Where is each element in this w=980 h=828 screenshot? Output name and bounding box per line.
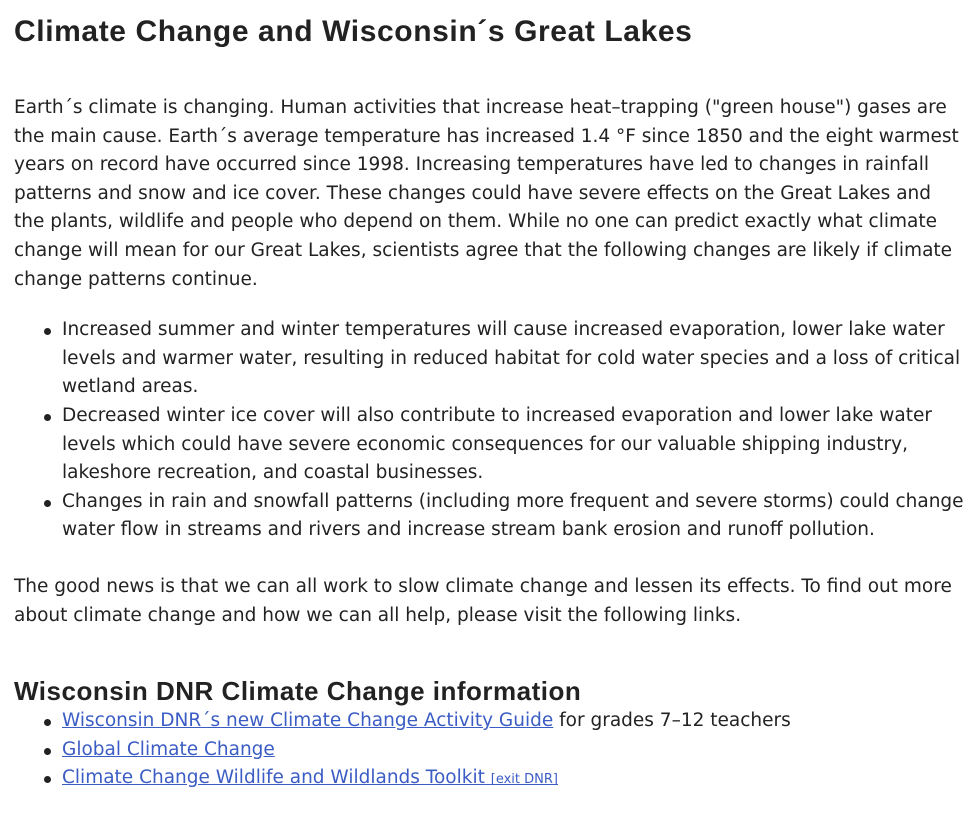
link-item [14,736,966,765]
bullet-icon [44,776,51,783]
exit-dnr-label: [exit DNR] [490,772,558,788]
bullet-icon [44,328,51,335]
effect-text: Increased summer and winter temperatures will cause increased evaporation, lower lake water levels and warmer water, resulting in reduced habitat for cold water species and a loss of critical wetland areas. [62,319,961,398]
closing-paragraph: The good news is that we can all work to slow climate change and lessen its effects. To find out more about climate change and how we can all help, please visit the following links. [14,575,952,626]
bullet-icon [44,414,51,421]
bullet-icon [44,748,51,755]
list-item [14,402,966,488]
effect-text: Changes in rain and snowfall patterns (including more frequent and severe storms) could change water flow in streams and rivers and increase stream bank erosion and runoff pollution. [62,490,964,541]
page-title: Climate Change and Wisconsin´s Great Lakes [14,15,693,48]
list-item [14,316,966,402]
link-item [14,764,966,795]
effect-text: Decreased winter ice cover will also contribute to increased evaporation and lower lake water levels which could have severe economic consequences for our valuable shipping industry, lakeshore recreation, and coastal businesses. [62,404,932,484]
section-heading: Wisconsin DNR Climate Change information [14,676,582,707]
effects-list [14,316,966,545]
wildlife-toolkit-link[interactable] [62,767,558,788]
bullet-icon [44,719,51,726]
bullet-icon [44,500,51,507]
global-climate-change-link[interactable]: Global Climate Change [62,738,275,760]
link-suffix: for grades 7–12 teachers [553,710,791,732]
intro-paragraph: Earth´s climate is changing. Human activities that increase heat–trapping ("green house") gases are the main cause. Earth´s average temperature has increased 1.4 °F since 1850 and the eight warmest years on record have occurred since 1998. Increasing temperatures have led to changes in rainfall patterns and snow and ice cover. These changes could have severe effects on the Great Lakes and the plants, wildlife and people who depend on them. While no one can predict exactly what climate change will mean for our Great Lakes, scientists agree that the following changes are likely if climate change patterns continue. [14,97,959,290]
activity-guide-link[interactable]: Wisconsin DNR´s new Climate Change Activity Guide [62,710,554,732]
list-item [14,488,966,545]
link-item [14,707,966,736]
links-list [14,707,966,795]
toolkit-link-text: Climate Change Wildlife and Wildlands Toolkit [62,767,485,789]
